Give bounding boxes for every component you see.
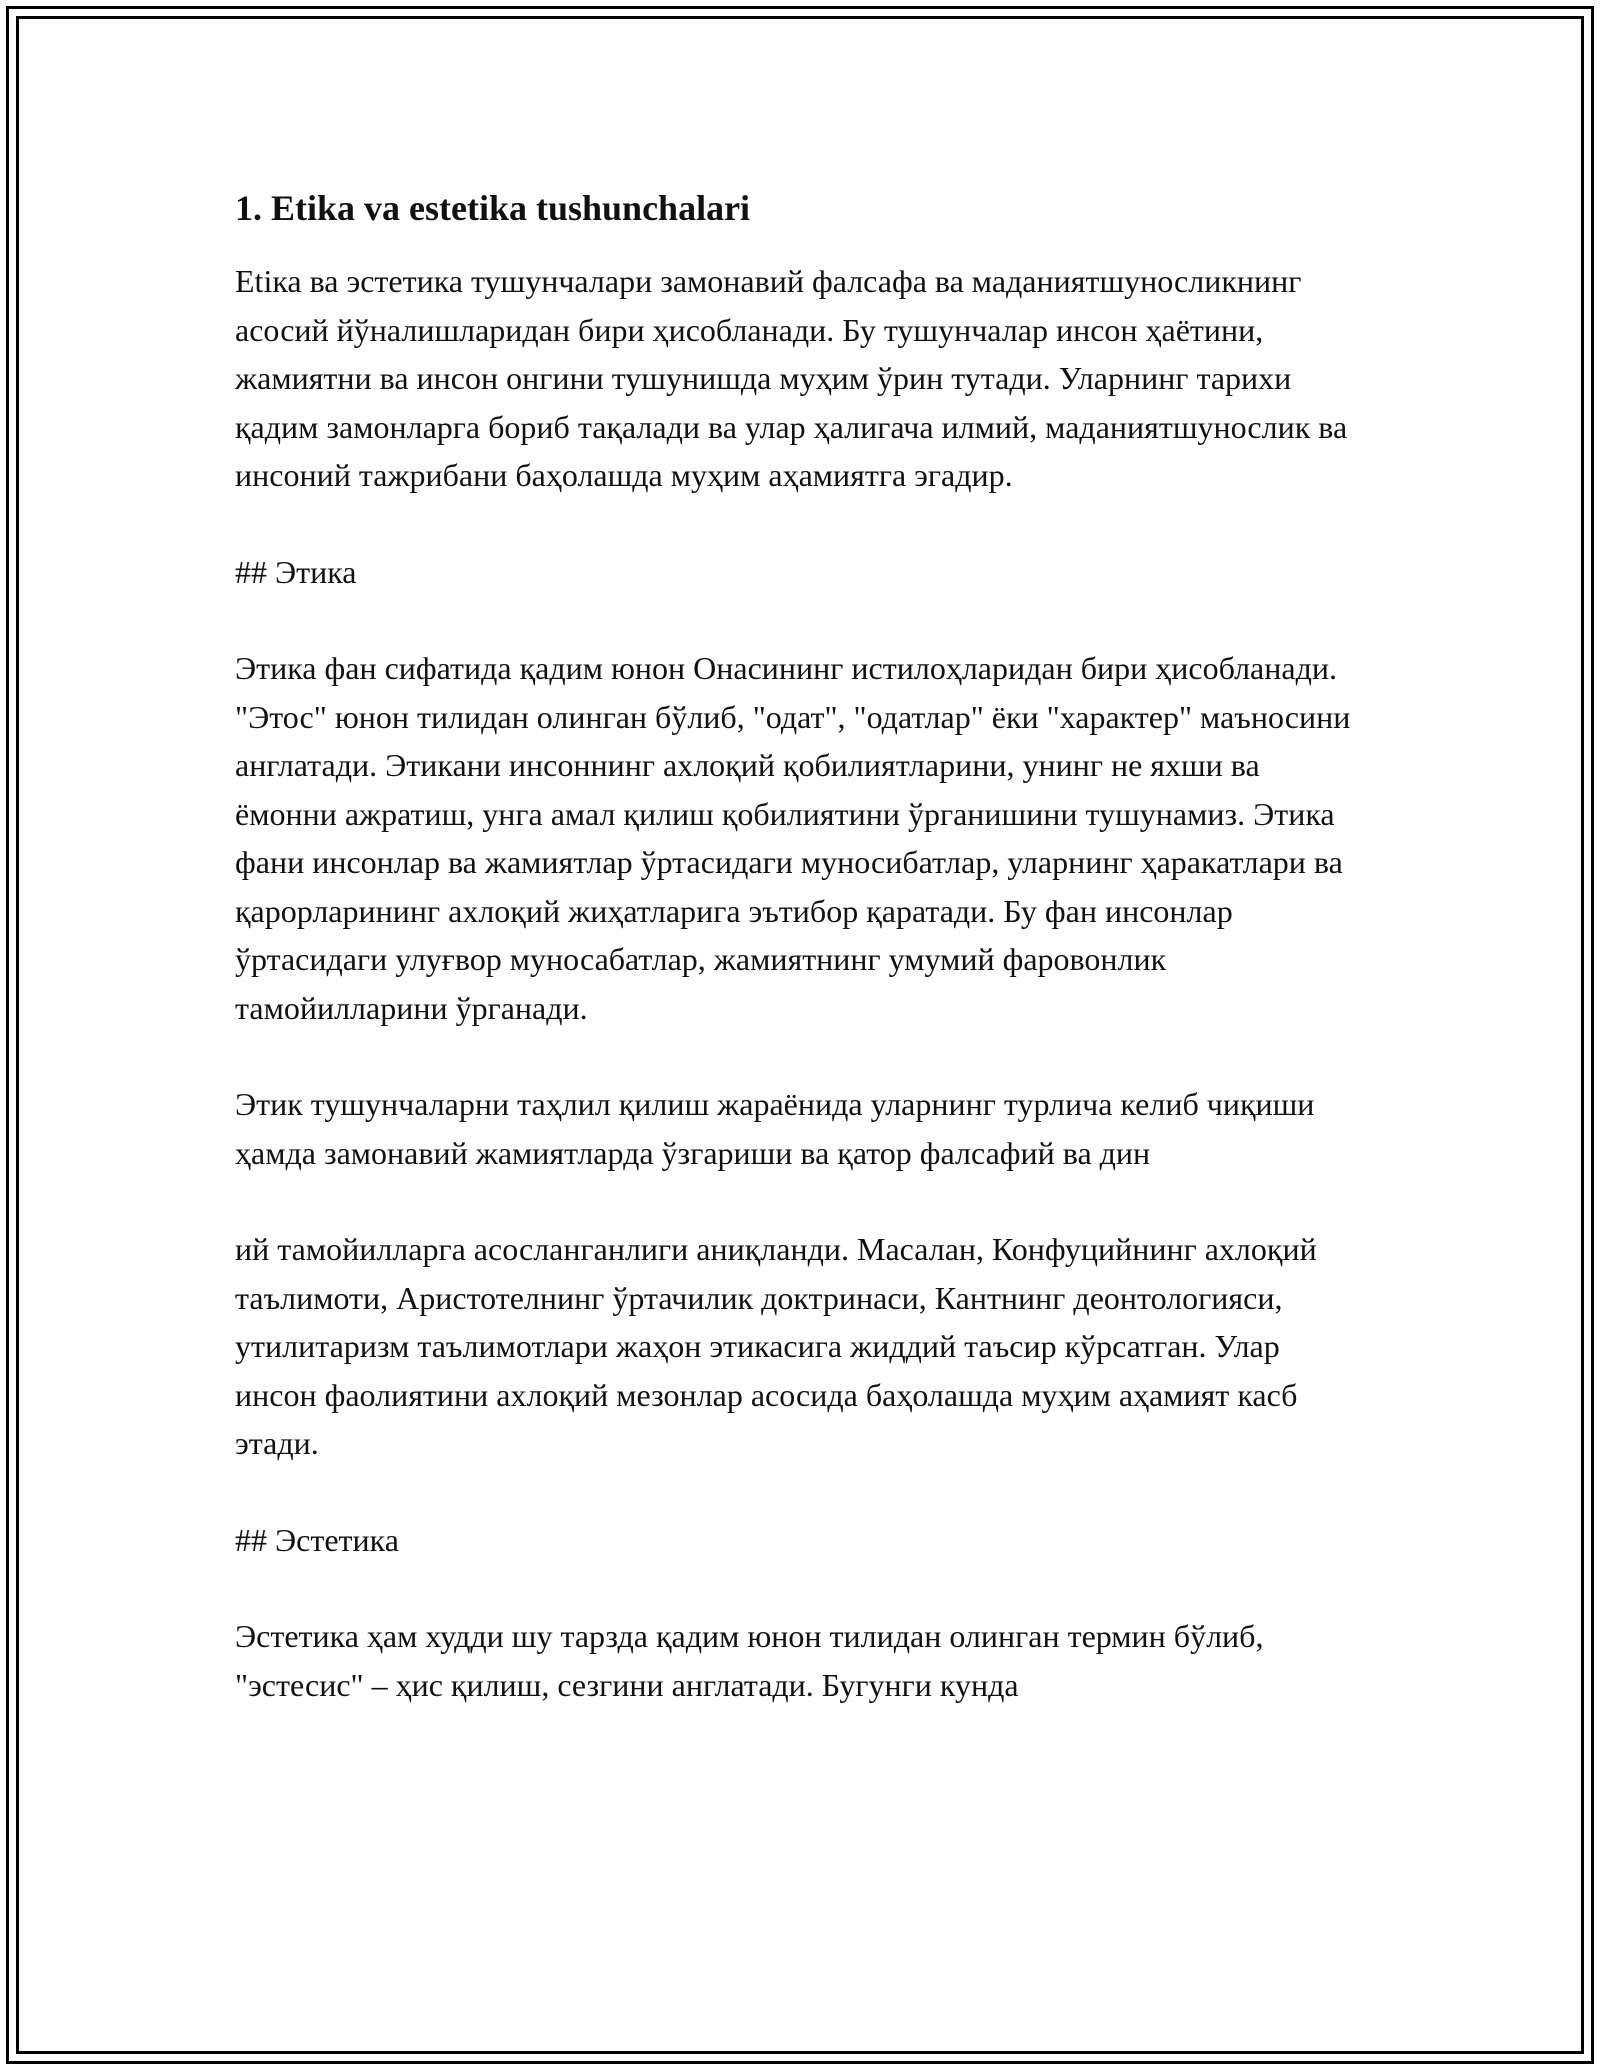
ethics-paragraph-2: Этик тушунчаларни таҳлил қилиш жараёнида уларнинг турлича келиб чиқиши ҳамда замонавий жамиятларда ўзгариши ва қатор фалсафий ва дин <box>235 1086 1315 1171</box>
document-title: 1. Etika va estetika tushunchalari <box>235 188 751 228</box>
ethics-paragraph-1: Этика фан сифатида қадим юнон Онасининг истилоҳларидан бири ҳисобланади. "Этос" юнон тилидан олинган бўлиб, "одат", "одатлар" ёки "характер" маъносини англатади. Этикани инсоннинг ахлоқий қобилиятларини, унинг не яхши ва ёмонни ажратиш, унга амал қилиш қобилиятини ўрганишини тушунамиз. Этика фани инсонлар ва жамиятлар ўртасидаги муносибатлар, уларнинг ҳаракатлари ва қарорларининг ахлоқий жиҳатларига эътибор қаратади. Бу фан инсонлар ўртасидаги улуғвор муносабатлар, жамиятнинг умумий фаровонлик тамойилларини ўрганади. <box>235 650 1351 1026</box>
section-heading-aesthetics: ## Эстетика <box>235 1521 399 1558</box>
ethics-paragraph-3: ий тамойилларга асосланганлиги аниқланди. Масалан, Конфуцийнинг ахлоқий таълимоти, Аристотелнинг ўртачилик доктринаси, Кантнинг деонтологияси, утилитаризм таълимотлари жаҳон этикасига жиддий таъсир кўрсатган. Улар инсон фаолиятини ахлоқий мезонлар асосида баҳолашда муҳим аҳамият касб этади. <box>235 1231 1317 1461</box>
section-heading-ethics: ## Этика <box>235 553 357 590</box>
document-body <box>235 186 1365 1757</box>
intro-paragraph: Etіка ва эстетика тушунчалари замонавий фалсафа ва маданиятшуносликнинг асосий йўналишларидан бири ҳисобланади. Бу тушунчалар инсон ҳаётини, жамиятни ва инсон онгини тушунишда муҳим ўрин тутади. Уларнинг тарихи қадим замонларга бориб тақалади ва улар ҳалигача илмий, маданиятшунослик ва инсоний тажрибани баҳолашда муҳим аҳамиятга эгадир. <box>235 263 1348 493</box>
aesthetics-paragraph-1: Эстетика ҳам худди шу тарзда қадим юнон тилидан олинган термин бўлиб, "эстесис" – ҳис қилиш, сезгини англатади. Бугунги кунда <box>235 1618 1264 1703</box>
